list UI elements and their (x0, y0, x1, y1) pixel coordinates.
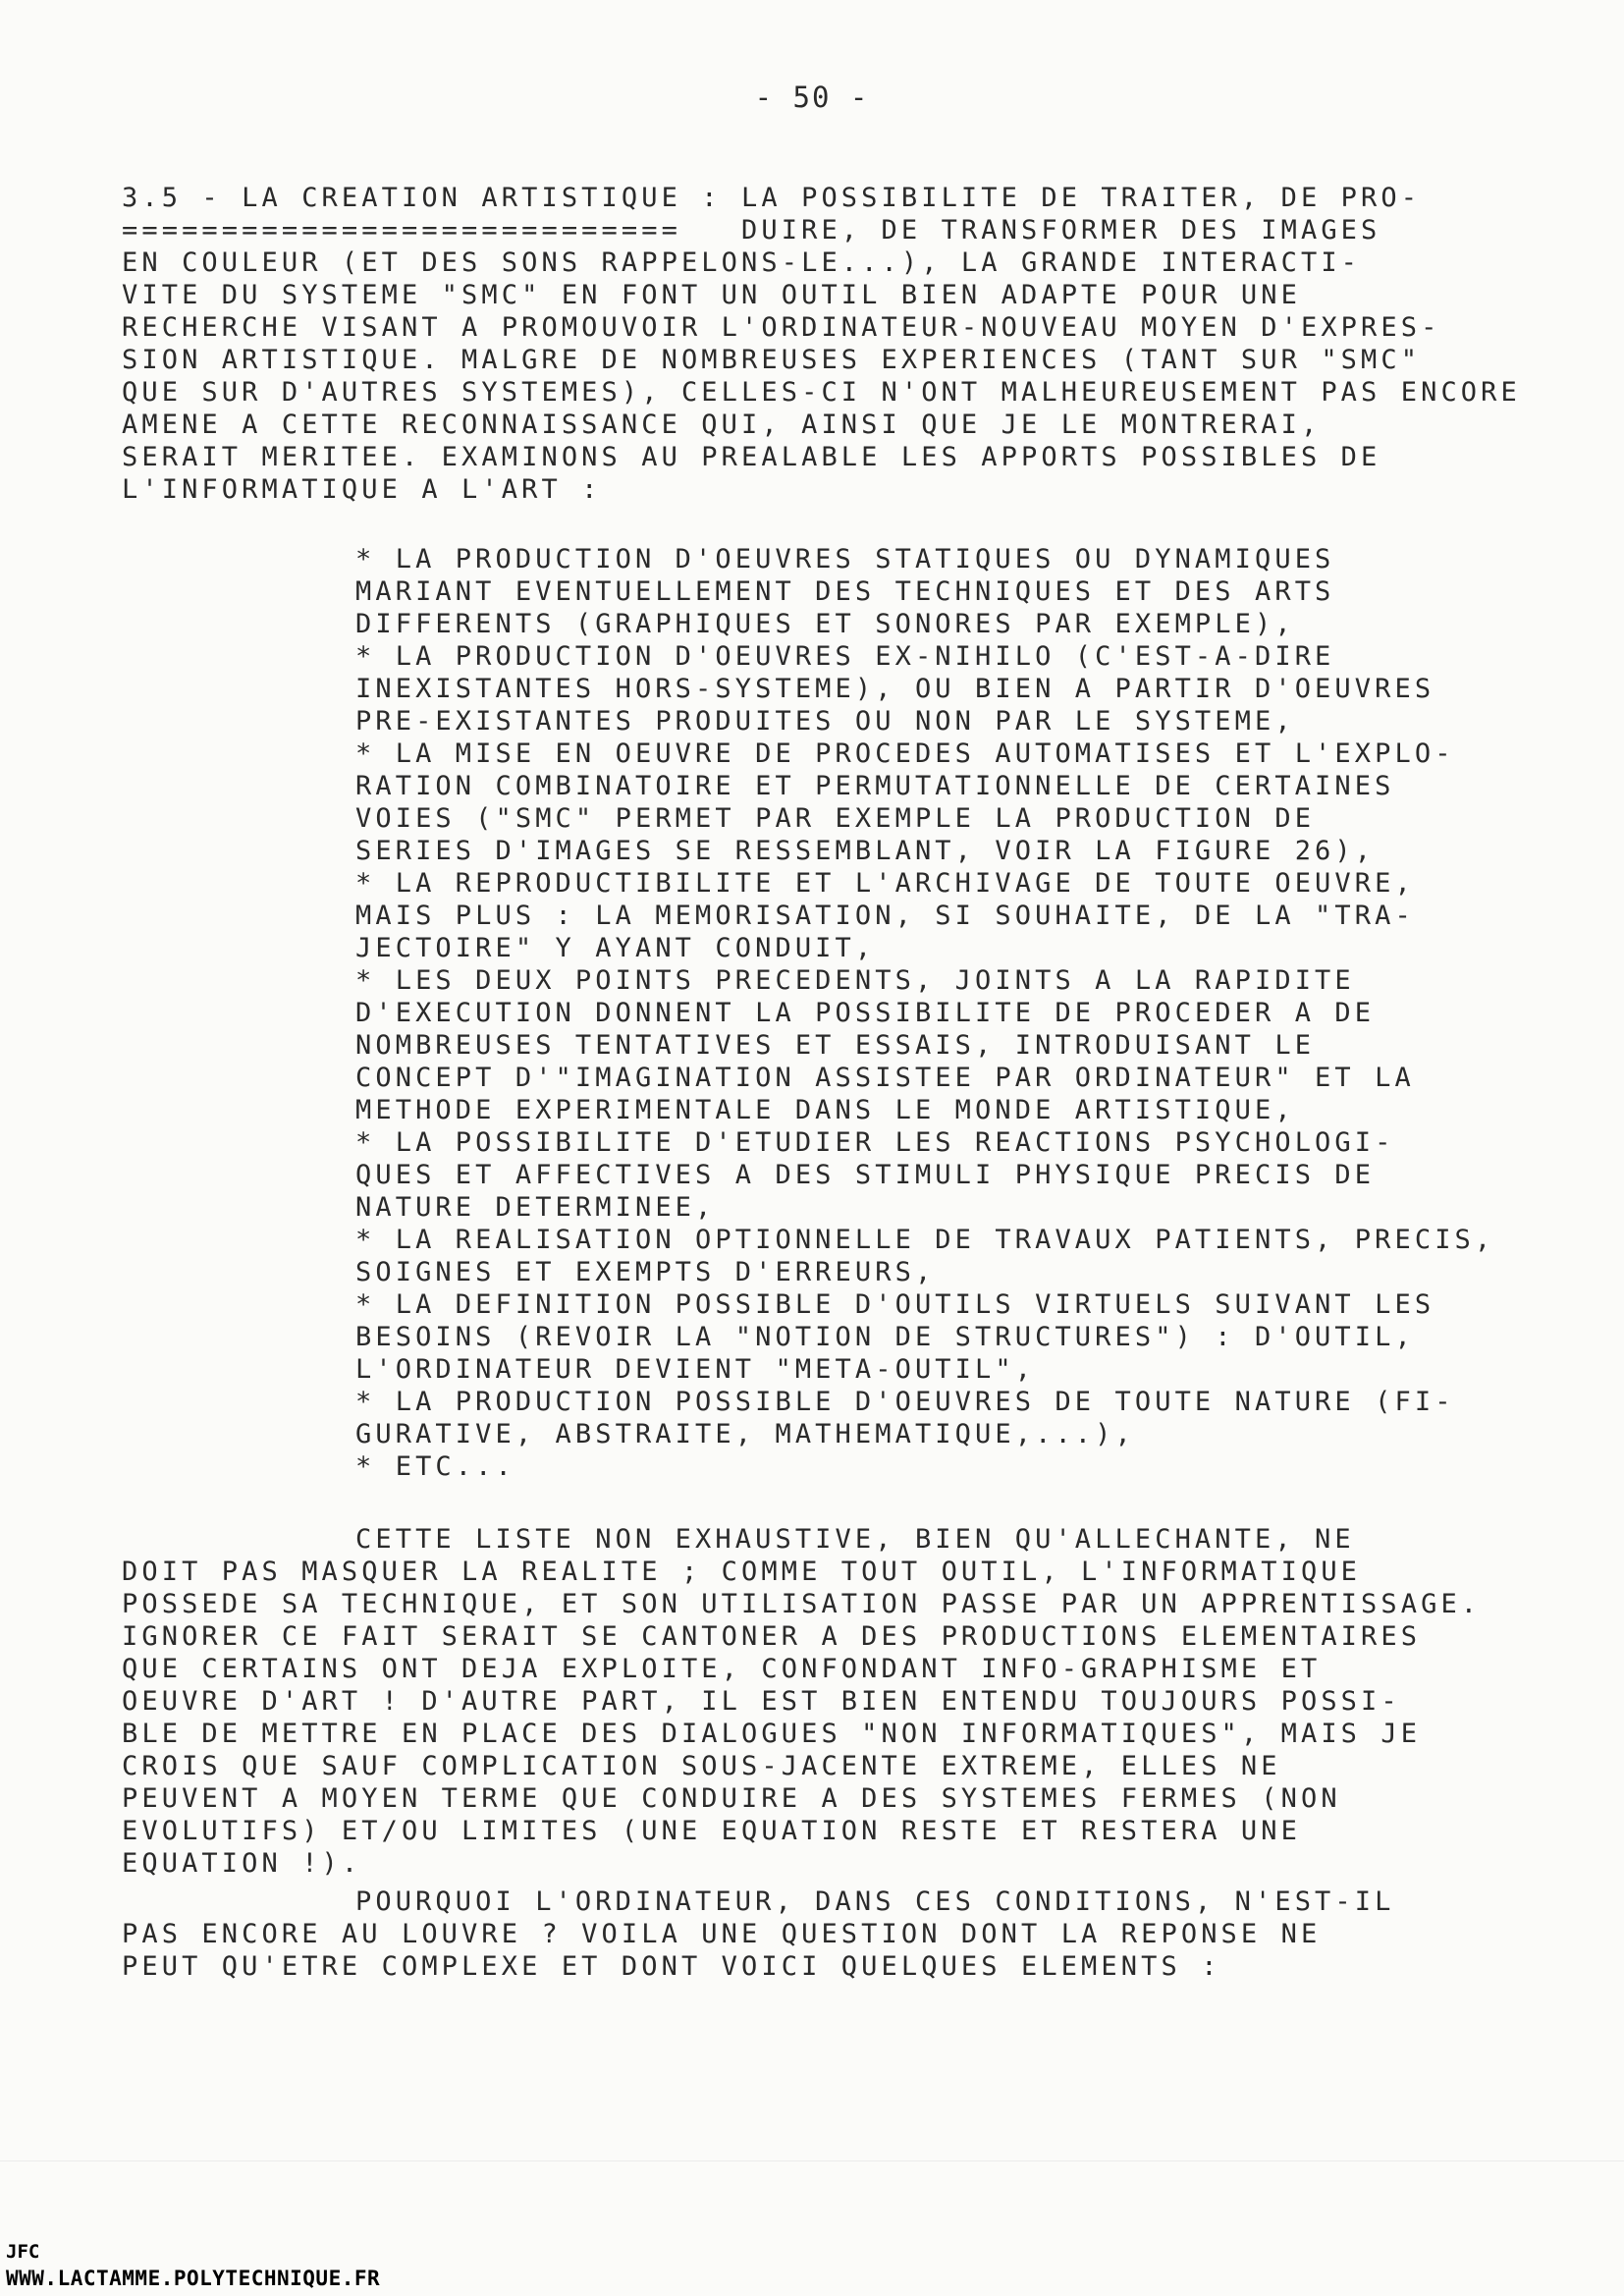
text-line: EN COULEUR (ET DES SONS RAPPELONS-LE...), LA GRANDE INTERACTI- (122, 247, 1362, 278)
bullet-line: PRE-EXISTANTES PRODUITES OU NON PAR LE SYSTEME, (355, 706, 1295, 737)
text-line: IGNORER CE FAIT SERAIT SE CANTONER A DES PRODUCTIONS ELEMENTAIRES (122, 1621, 1422, 1652)
text-line: POSSEDE SA TECHNIQUE, ET SON UTILISATION PASSE PAR UN APPRENTISSAGE. (122, 1589, 1482, 1619)
heading-underline: ============================ DUIRE, DE TRANSFORMER DES IMAGES (122, 215, 1381, 246)
text-line: EQUATION !). (122, 1848, 362, 1879)
paragraph-limits (122, 1523, 1481, 1880)
bullet-line: BESOINS (REVOIR LA "NOTION DE STRUCTURES") : D'OUTIL, (355, 1322, 1415, 1352)
scan-divider (0, 2160, 1624, 2161)
text-line: AMENE A CETTE RECONNAISSANCE QUI, AINSI QUE JE LE MONTRERAI, (122, 410, 1322, 440)
bullet-line: SERIES D'IMAGES SE RESSEMBLANT, VOIR LA FIGURE 26), (355, 836, 1376, 866)
bullet-list (355, 543, 1494, 1483)
paragraph-louvre (122, 1886, 1394, 1983)
text-line: SERAIT MERITEE. EXAMINONS AU PREALABLE LES APPORTS POSSIBLES DE (122, 442, 1381, 472)
bullet-line: * LES DEUX POINTS PRECEDENTS, JOINTS A LA RAPIDITE (355, 965, 1355, 996)
text-line: POURQUOI L'ORDINATEUR, DANS CES CONDITIONS, N'EST-IL (355, 1886, 1395, 1917)
bullet-line: * LA REPRODUCTIBILITE ET L'ARCHIVAGE DE TOUTE OEUVRE, (355, 868, 1415, 899)
bullet-line: MAIS PLUS : LA MEMORISATION, SI SOUHAITE, DE LA "TRA- (355, 901, 1415, 931)
text-line: QUE CERTAINS ONT DEJA EXPLOITE, CONFONDANT INFO-GRAPHISME ET (122, 1654, 1322, 1684)
bullet-line: * LA PRODUCTION D'OEUVRES EX-NIHILO (C'EST-A-DIRE (355, 641, 1335, 672)
footer-url-link[interactable]: WWW.LACTAMME.POLYTECHNIQUE.FR (6, 2267, 381, 2290)
bullet-line: * ETC... (355, 1451, 515, 1482)
text-line: CETTE LISTE NON EXHAUSTIVE, BIEN QU'ALLECHANTE, NE (355, 1524, 1355, 1555)
text-line: QUE SUR D'AUTRES SYSTEMES), CELLES-CI N'ONT MALHEUREUSEMENT PAS ENCORE (122, 377, 1521, 408)
section-heading: 3.5 - LA CREATION ARTISTIQUE : LA POSSIBILITE DE TRAITER, DE PRO- (122, 183, 1422, 213)
bullet-line: DIFFERENTS (GRAPHIQUES ET SONORES PAR EXEMPLE), (355, 609, 1295, 639)
page-number: - 50 - (754, 81, 870, 114)
bullet-line: GURATIVE, ABSTRAITE, MATHEMATIQUE,...), (355, 1419, 1135, 1449)
bullet-line: VOIES ("SMC" PERMET PAR EXEMPLE LA PRODUCTION DE (355, 803, 1316, 834)
bullet-line: * LA PRODUCTION POSSIBLE D'OEUVRES DE TOUTE NATURE (FI- (355, 1387, 1455, 1417)
bullet-line: D'EXECUTION DONNENT LA POSSIBILITE DE PROCEDER A DE (355, 998, 1376, 1028)
text-line: PEUT QU'ETRE COMPLEXE ET DONT VOICI QUELQUES ELEMENTS : (122, 1951, 1221, 1982)
bullet-line: * LA POSSIBILITE D'ETUDIER LES REACTIONS PSYCHOLOGI- (355, 1127, 1395, 1158)
bullet-line: JECTOIRE" Y AYANT CONDUIT, (355, 933, 876, 963)
text-line: CROIS QUE SAUF COMPLICATION SOUS-JACENTE EXTREME, ELLES NE (122, 1751, 1281, 1781)
bullet-line: CONCEPT D'"IMAGINATION ASSISTEE PAR ORDINATEUR" ET LA (355, 1063, 1415, 1093)
text-line: PAS ENCORE AU LOUVRE ? VOILA UNE QUESTION DONT LA REPONSE NE (122, 1919, 1322, 1949)
text-line: RECHERCHE VISANT A PROMOUVOIR L'ORDINATEUR-NOUVEAU MOYEN D'EXPRES- (122, 312, 1441, 343)
bullet-line: * LA MISE EN OEUVRE DE PROCEDES AUTOMATISES ET L'EXPLO- (355, 738, 1455, 769)
bullet-line: SOIGNES ET EXEMPTS D'ERREURS, (355, 1257, 936, 1287)
text-line: SION ARTISTIQUE. MALGRE DE NOMBREUSES EXPERIENCES (TANT SUR "SMC" (122, 345, 1422, 375)
bullet-line: * LA PRODUCTION D'OEUVRES STATIQUES OU DYNAMIQUES (355, 544, 1335, 574)
bullet-line: RATION COMBINATOIRE ET PERMUTATIONNELLE DE CERTAINES (355, 771, 1395, 801)
bullet-line: MARIANT EVENTUELLEMENT DES TECHNIQUES ET DES ARTS (355, 576, 1335, 607)
bullet-line: INEXISTANTES HORS-SYSTEME), OU BIEN A PARTIR D'OEUVRES (355, 674, 1435, 704)
text-line: EVOLUTIFS) ET/OU LIMITES (UNE EQUATION RESTE ET RESTERA UNE (122, 1816, 1301, 1846)
text-line: PEUVENT A MOYEN TERME QUE CONDUIRE A DES SYSTEMES FERMES (NON (122, 1783, 1341, 1814)
bullet-line: METHODE EXPERIMENTALE DANS LE MONDE ARTISTIQUE, (355, 1095, 1295, 1125)
footer-logo: JFC (6, 2241, 40, 2263)
text-line: DOIT PAS MASQUER LA REALITE ; COMME TOUT OUTIL, L'INFORMATIQUE (122, 1557, 1362, 1587)
bullet-line: L'ORDINATEUR DEVIENT "META-OUTIL", (355, 1354, 1036, 1385)
text-line: OEUVRE D'ART ! D'AUTRE PART, IL EST BIEN ENTENDU TOUJOURS POSSI- (122, 1686, 1401, 1717)
text-line: VITE DU SYSTEME "SMC" EN FONT UN OUTIL BIEN ADAPTE POUR UNE (122, 280, 1301, 310)
bullet-line: NOMBREUSES TENTATIVES ET ESSAIS, INTRODUISANT LE (355, 1030, 1316, 1061)
bullet-line: NATURE DETERMINEE, (355, 1192, 716, 1223)
bullet-line: * LA REALISATION OPTIONNELLE DE TRAVAUX PATIENTS, PRECIS, (355, 1225, 1495, 1255)
text-line: L'INFORMATIQUE A L'ART : (122, 474, 602, 505)
bullet-line: * LA DEFINITION POSSIBLE D'OUTILS VIRTUELS SUIVANT LES (355, 1289, 1435, 1320)
bullet-line: QUES ET AFFECTIVES A DES STIMULI PHYSIQUE PRECIS DE (355, 1160, 1376, 1190)
text-line: BLE DE METTRE EN PLACE DES DIALOGUES "NON INFORMATIQUES", MAIS JE (122, 1719, 1422, 1749)
intro-paragraph (122, 214, 1521, 506)
